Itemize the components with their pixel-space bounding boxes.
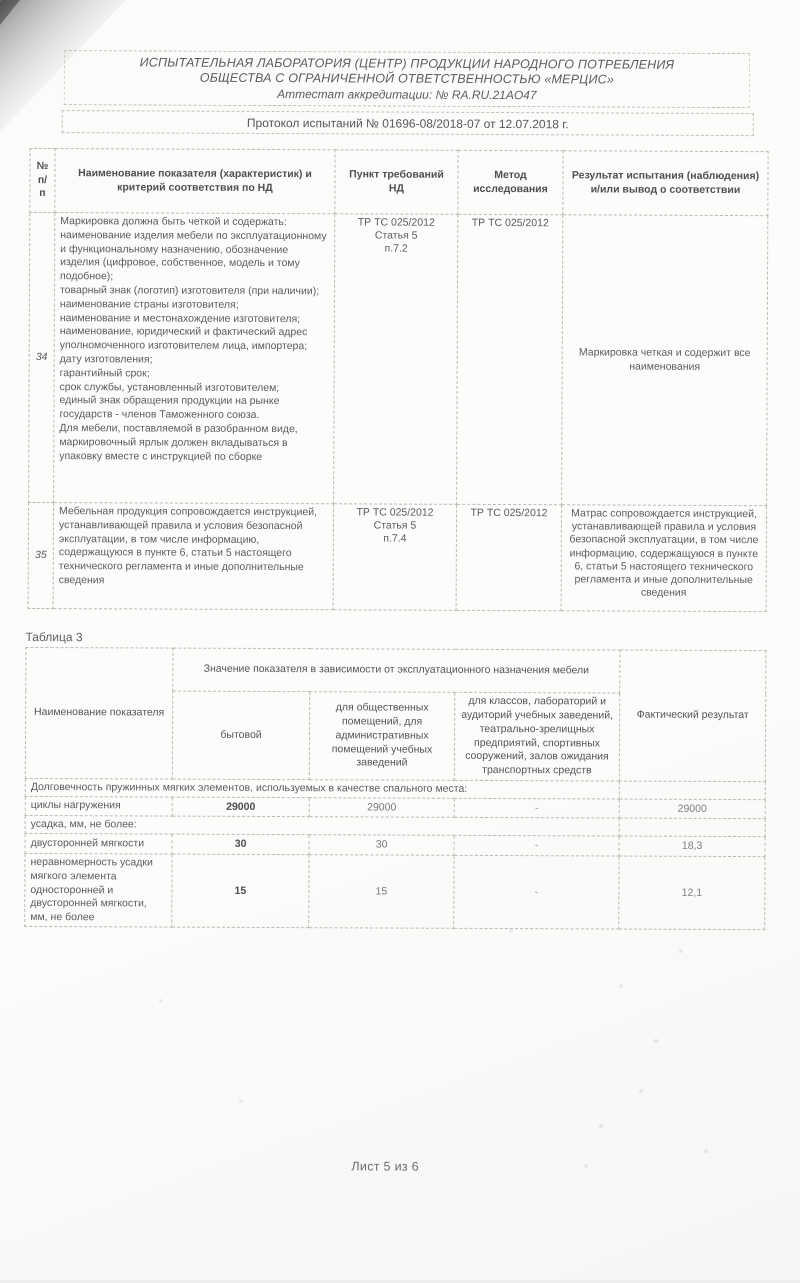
col-header-result: Результат испытания (наблюдения) и/или вывод о соответствии [563, 151, 768, 216]
accreditation-line: Аттестат аккредитации: № RA.RU.21AO47 [277, 86, 537, 102]
row35-result: Матрас сопровождается инструкцией, устанавливающей правила и условия безопасной эксплуатации, в том числе информацию, содержащуюся в пункте 6, статьи 5 настоящего технического регламента и иные дополнительные сведения [561, 505, 766, 612]
lab-name-line1: ИСПЫТАТЕЛЬНАЯ ЛАБОРАТОРИЯ (ЦЕНТР) ПРОДУКЦИИ НАРОДНОГО ПОТРЕБЛЕНИЯ [139, 54, 675, 72]
unevenness-name: неравномерность усадки мягкого элемента односторонней и двусторонней мягкости, мм, не более [25, 854, 172, 928]
lab-name-line2: ОБЩЕСТВА С ОГРАНИЧЕННОЙ ОТВЕТСТВЕННОСТЬЮ «МЕРЦИС» [199, 70, 615, 87]
cycles-name: циклы нагружения [25, 797, 172, 816]
results-header-row [30, 148, 768, 215]
col-header-name: Наименование показателя (характеристик) и критерий соответствия по НД [55, 149, 335, 214]
unevenness-classrooms: - [454, 856, 619, 930]
row34-num: 34 [29, 212, 55, 502]
unevenness-household: 15 [172, 854, 309, 928]
two-sided-household: 30 [172, 834, 309, 855]
col-header-public: для общественных помещений, для административных помещений учебных заведений [309, 692, 454, 781]
table3-caption: Таблица 3 [25, 629, 83, 645]
test-results-table [28, 148, 769, 612]
table-row [29, 212, 768, 505]
section-shrinkage-empty [619, 818, 765, 837]
row35-requirement: Мебельная продукция сопровождается инструкцией, устанавливающей правила и условия безопасной эксплуатации, в том числе информацию, содержащуюся в пункте 6, статьи 5 настоящего технического регламента и иные дополнительные сведения [53, 503, 333, 610]
row34-clause: ТР ТС 025/2012 Статья 5 п.7.2 [334, 214, 458, 505]
lab-header-box [64, 50, 750, 108]
row35-method: ТР ТС 025/2012 [456, 504, 561, 610]
unevenness-actual: 12,1 [619, 856, 765, 930]
durability-header-row1 [26, 647, 766, 693]
row35-num: 35 [28, 502, 53, 608]
section-durability: Долговечность пружинных мягких элементов, используемых в качестве спального места: [25, 779, 619, 800]
cycles-actual: 29000 [619, 799, 765, 818]
durability-table [24, 647, 766, 931]
col-header-classrooms: для классов, лабораторий и аудиторий учебных заведений, театрально-зрелищных предприятий, спортивных сооружений, залов ожидания транспортных средств [454, 692, 619, 781]
col-header-method: Метод исследования [458, 150, 563, 214]
section-durability-empty [619, 781, 765, 800]
col-header-clause: Пункт требований НД [335, 150, 458, 215]
table-row [25, 854, 765, 930]
two-sided-actual: 18,3 [619, 836, 765, 857]
two-sided-classrooms: - [454, 836, 619, 857]
protocol-title: Протокол испытаний № 01696-08/2018-07 от 12.07.2018 г. [246, 115, 569, 131]
cycles-public: 29000 [309, 798, 454, 817]
col-header-actual: Фактический результат [619, 650, 766, 782]
section-shrinkage: усадка, мм, не более: [25, 815, 619, 836]
col-header-group: Значение показателя в зависимости от эксплуатационного назначения мебели [173, 648, 620, 693]
unevenness-public: 15 [309, 855, 454, 929]
row34-result: Маркировка четкая и содержит все наименования [562, 215, 768, 506]
col-header-indicator: Наименование показателя [25, 647, 173, 779]
row34-requirement: Маркировка должна быть четкой и содержать: наименование изделия мебели по эксплуатационному и функциональному назначению, обозначение изделия (цифровое, собственное, модель и тому подобное); товарный знак (логотип) изготовителя (при наличии); наименование страны изготовителя; наименование и местонахождение изготовителя; наименование, юридический и фактический адрес уполномоченного изготовителем лица, импортера; дату изготовления; гарантийный срок; срок службы, установленный изготовителем; единый знак обращения продукции на рынке государств - членов Таможенного союза. Для мебели, поставляемой в разобранном виде, маркировочный ярлык должен вкладываться в упаковку вместе с инструкцией по сборке [54, 213, 335, 504]
cycles-classrooms: - [454, 799, 619, 818]
page-number: Лист 5 из 6 [351, 1159, 419, 1174]
table-row [28, 502, 766, 611]
row34-method: ТР ТС 025/2012 [457, 214, 563, 504]
cycles-household: 29000 [172, 797, 309, 816]
two-sided-name: двусторонней мягкости [25, 834, 172, 855]
two-sided-public: 30 [309, 835, 454, 856]
protocol-title-box [62, 110, 754, 136]
col-header-household: бытовой [172, 691, 309, 780]
row35-clause: ТР ТС 025/2012 Статья 5 п.7.4 [333, 504, 456, 611]
col-header-num: № п/п [30, 148, 55, 212]
